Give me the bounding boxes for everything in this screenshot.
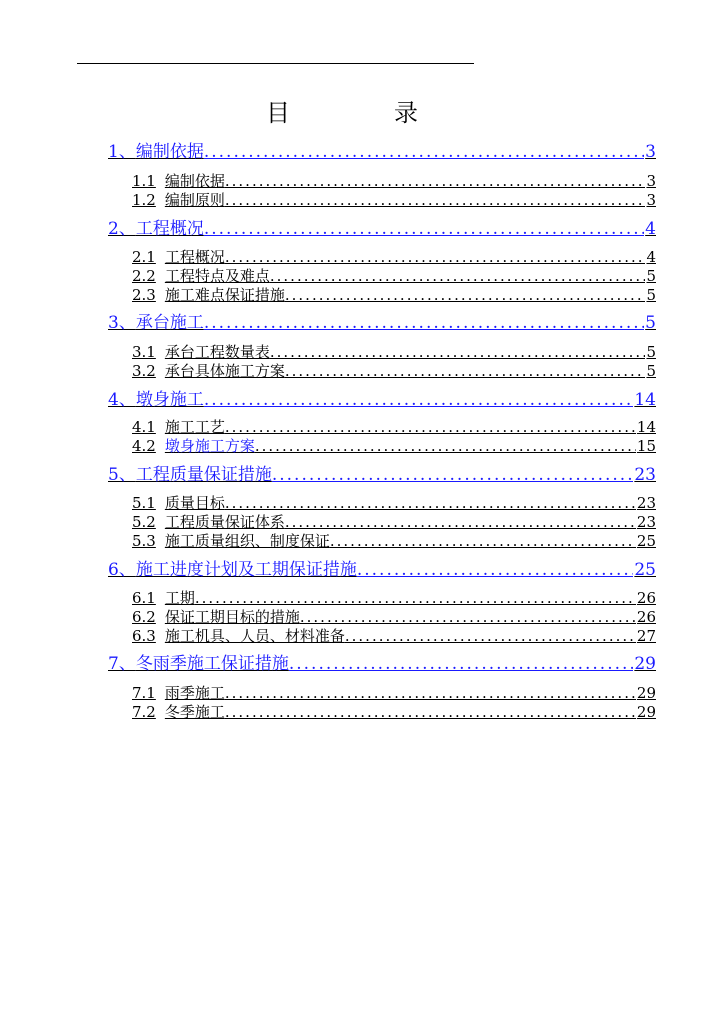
toc-page-number: 29 xyxy=(634,654,656,674)
toc-entry-text: 工期 xyxy=(164,589,195,607)
toc-entry-number: 2.2 xyxy=(132,267,156,285)
toc-chapter-entry[interactable] xyxy=(108,218,656,240)
toc-entry-text: 编制原则 xyxy=(164,191,225,209)
toc-section-entry[interactable] xyxy=(132,286,656,304)
toc-entry-number: 1.2 xyxy=(132,191,156,209)
toc-entry-text: 工程质量保证措施 xyxy=(135,465,272,485)
toc-page-number: 23 xyxy=(634,465,656,485)
toc-entry-number: 3、 xyxy=(108,313,136,333)
toc-page-number: 25 xyxy=(634,560,656,580)
toc-entry-text: 编制依据 xyxy=(164,172,225,190)
toc-entry-label xyxy=(108,559,357,581)
toc-dot-leader xyxy=(195,589,636,607)
toc-entry-text: 工程特点及难点 xyxy=(164,267,270,285)
toc-dot-leader xyxy=(204,141,644,163)
toc-dot-leader xyxy=(285,362,646,380)
toc-page-number: 3 xyxy=(646,191,656,209)
toc-section-entry[interactable] xyxy=(132,437,656,455)
toc-entry-text: 施工质量组织、制度保证 xyxy=(164,532,330,550)
toc-dot-leader xyxy=(225,684,636,702)
toc-entry-text: 保证工期目标的措施 xyxy=(164,608,300,626)
toc-dot-leader xyxy=(345,627,636,645)
toc-dot-leader xyxy=(204,218,644,240)
toc-entry-label xyxy=(132,437,255,455)
toc-page-number: 3 xyxy=(646,172,656,190)
toc-section-entry[interactable] xyxy=(132,627,656,645)
toc-chapter-entry[interactable] xyxy=(108,559,656,581)
toc-page-number: 5 xyxy=(646,362,656,380)
toc-entry-number: 5.2 xyxy=(132,513,156,531)
toc-entry-label xyxy=(108,653,289,675)
toc-dot-leader xyxy=(289,653,634,675)
toc-entry-label xyxy=(132,418,225,436)
toc-entry-number: 6.2 xyxy=(132,608,156,626)
toc-page-number: 14 xyxy=(636,418,656,436)
toc-entry-number: 4、 xyxy=(108,390,136,410)
toc-entry-label xyxy=(108,312,204,334)
toc-entry-label xyxy=(108,141,204,163)
toc-section-entry[interactable] xyxy=(132,703,656,721)
toc-entry-text: 质量目标 xyxy=(164,494,225,512)
toc-entry-number: 4.1 xyxy=(132,418,156,436)
toc-dot-leader xyxy=(225,191,646,209)
toc-dot-leader xyxy=(272,464,634,486)
toc-section-entry[interactable] xyxy=(132,248,656,266)
toc-chapter-entry[interactable] xyxy=(108,312,656,334)
toc-chapter-entry[interactable] xyxy=(108,464,656,486)
toc-dot-leader xyxy=(270,267,646,285)
toc-entry-number: 5.3 xyxy=(132,532,156,550)
toc-entry-text: 工程概况 xyxy=(135,219,204,239)
toc-entry-number: 6、 xyxy=(108,560,136,580)
toc-entry-label xyxy=(132,703,225,721)
toc-page-number: 4 xyxy=(645,219,656,239)
toc-page-number: 26 xyxy=(636,589,656,607)
toc-entry-label xyxy=(132,343,270,361)
toc-dot-leader xyxy=(285,513,636,531)
toc-section-entry[interactable] xyxy=(132,267,656,285)
toc-section-entry[interactable] xyxy=(132,362,656,380)
toc-entry-label xyxy=(132,191,225,209)
toc-entry-text: 施工工艺 xyxy=(164,418,225,436)
toc-entry-label xyxy=(132,172,225,190)
toc-section-entry[interactable] xyxy=(132,172,656,190)
toc-dot-leader xyxy=(330,532,636,550)
toc-dot-leader xyxy=(300,608,636,626)
toc-page-number: 26 xyxy=(636,608,656,626)
toc-entry-text: 施工进度计划及工期保证措施 xyxy=(135,560,357,580)
toc-entry-label xyxy=(132,513,285,531)
toc-entry-label xyxy=(132,627,345,645)
toc-section-entry[interactable] xyxy=(132,191,656,209)
toc-entry-number: 6.1 xyxy=(132,589,156,607)
toc-dot-leader xyxy=(225,172,646,190)
toc-entry-number: 6.3 xyxy=(132,627,156,645)
toc-entry-label xyxy=(132,286,285,304)
toc-page-number: 4 xyxy=(646,248,656,266)
toc-entry-text: 墩身施工方案 xyxy=(164,437,255,455)
toc-entry-label xyxy=(132,608,300,626)
toc-entry-text: 施工机具、人员、材料准备 xyxy=(164,627,345,645)
toc-entry-text: 工程质量保证体系 xyxy=(164,513,285,531)
toc-entry-number: 7.2 xyxy=(132,703,156,721)
toc-entry-text: 编制依据 xyxy=(135,142,204,162)
toc-entry-label xyxy=(132,267,270,285)
toc-entry-number: 2.1 xyxy=(132,248,156,266)
toc-entry-text: 承台具体施工方案 xyxy=(164,362,285,380)
toc-section-entry[interactable] xyxy=(132,608,656,626)
toc-entry-text: 冬季施工 xyxy=(164,703,225,721)
toc-entry-label xyxy=(132,589,195,607)
toc-entry-label xyxy=(132,532,330,550)
toc-entry-number: 3.1 xyxy=(132,343,156,361)
toc-entry-number: 3.2 xyxy=(132,362,156,380)
toc-entry-label xyxy=(132,494,225,512)
toc-page-number: 23 xyxy=(636,513,656,531)
toc-entry-number: 7.1 xyxy=(132,684,156,702)
toc-section-entry[interactable] xyxy=(132,418,656,436)
toc-section-entry[interactable] xyxy=(132,494,656,512)
toc-dot-leader xyxy=(357,559,634,581)
toc-entry-number: 7、 xyxy=(108,654,136,674)
toc-section-entry[interactable] xyxy=(132,343,656,361)
toc-page-number: 15 xyxy=(636,437,656,455)
toc-entry-number: 4.2 xyxy=(132,437,156,455)
toc-page-number: 14 xyxy=(634,390,656,410)
toc-entry-text: 施工难点保证措施 xyxy=(164,286,285,304)
toc-page-number: 5 xyxy=(646,343,656,361)
toc-chapter-entry[interactable] xyxy=(108,653,656,675)
toc-dot-leader xyxy=(204,389,634,411)
toc-entry-label xyxy=(108,389,204,411)
toc-page-number: 29 xyxy=(636,684,656,702)
toc-entry-number: 2.3 xyxy=(132,286,156,304)
toc-page-number: 25 xyxy=(636,532,656,550)
page-title: 目 录 xyxy=(266,99,458,127)
toc-entry-number: 5.1 xyxy=(132,494,156,512)
toc-entry-label xyxy=(132,248,225,266)
toc-section-entry[interactable] xyxy=(132,684,656,702)
toc-dot-leader xyxy=(255,437,636,455)
toc-entry-number: 1、 xyxy=(108,142,136,162)
toc-entry-text: 雨季施工 xyxy=(164,684,225,702)
toc-page-number: 23 xyxy=(636,494,656,512)
toc-entry-label xyxy=(108,218,204,240)
toc-page-number: 3 xyxy=(645,142,656,162)
toc-entry-label xyxy=(132,362,285,380)
toc-dot-leader xyxy=(270,343,646,361)
toc-entry-label xyxy=(108,464,272,486)
toc-entry-text: 承台施工 xyxy=(135,313,204,333)
toc-dot-leader xyxy=(225,494,636,512)
toc-entry-text: 冬雨季施工保证措施 xyxy=(135,654,289,674)
toc-dot-leader xyxy=(204,312,644,334)
toc-dot-leader xyxy=(225,418,636,436)
toc-page-number: 5 xyxy=(646,286,656,304)
toc-chapter-entry[interactable] xyxy=(108,389,656,411)
toc-dot-leader xyxy=(285,286,646,304)
toc-entry-label xyxy=(132,684,225,702)
toc-entry-number: 1.1 xyxy=(132,172,156,190)
toc-section-entry[interactable] xyxy=(132,513,656,531)
toc-page-number: 5 xyxy=(646,267,656,285)
toc-entry-number: 5、 xyxy=(108,465,136,485)
toc-entry-number: 2、 xyxy=(108,219,136,239)
toc-section-entry[interactable] xyxy=(132,589,656,607)
toc-page-number: 27 xyxy=(636,627,656,645)
toc-chapter-entry[interactable] xyxy=(108,141,656,163)
toc-entry-text: 墩身施工 xyxy=(135,390,204,410)
toc-page-number: 29 xyxy=(636,703,656,721)
toc-page-number: 5 xyxy=(645,313,656,333)
toc-entry-text: 承台工程数量表 xyxy=(164,343,270,361)
toc-section-entry[interactable] xyxy=(132,532,656,550)
toc-entry-text: 工程概况 xyxy=(164,248,225,266)
toc-dot-leader xyxy=(225,703,636,721)
toc-dot-leader xyxy=(225,248,646,266)
